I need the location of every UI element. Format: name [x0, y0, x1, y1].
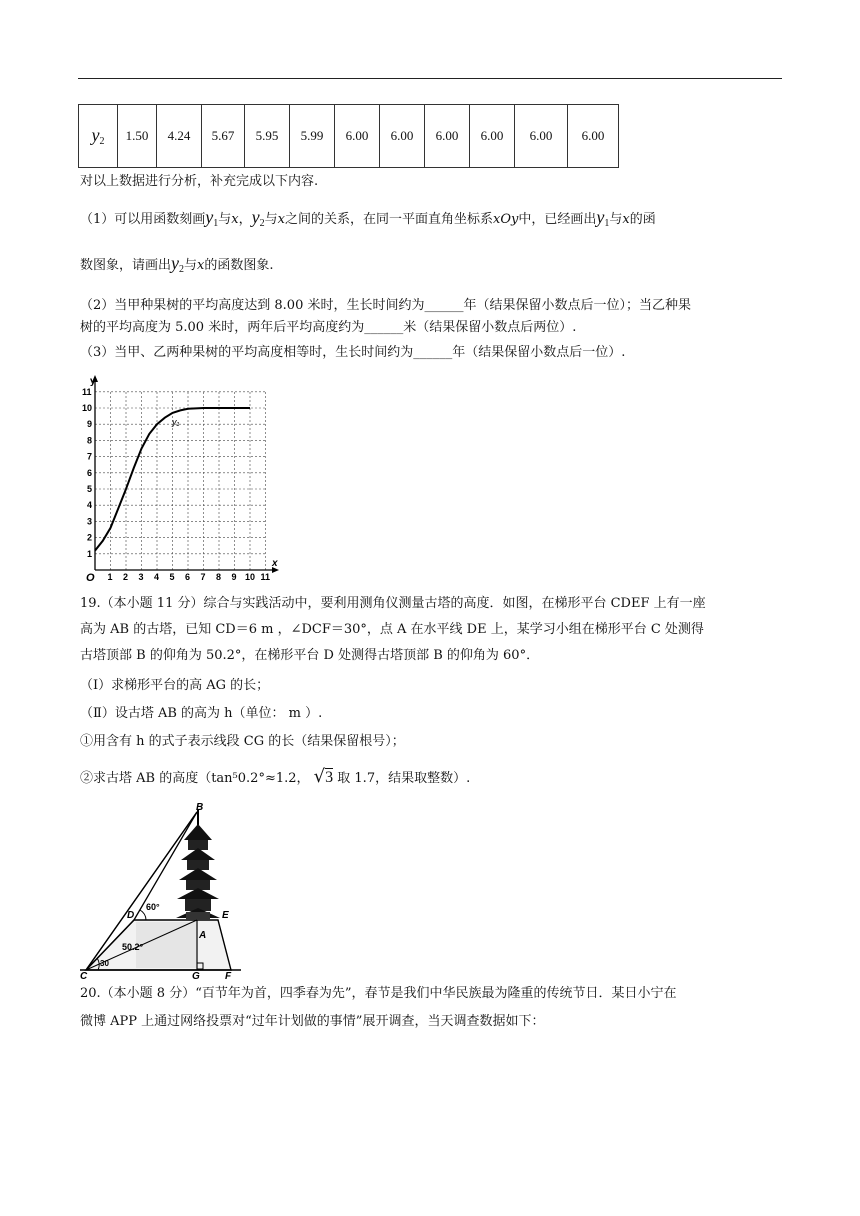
- label-D: D: [127, 910, 135, 921]
- platform-shade: [136, 922, 196, 968]
- y-tick-label: 8: [87, 435, 93, 446]
- x-tick-label: 7: [200, 572, 206, 582]
- q3-text: （3）当甲、乙两种果树的平均高度相等时，生长时间约为______年（结果保留小数点后一位）.: [80, 345, 626, 360]
- table-cell: 4.24: [157, 105, 202, 168]
- table-cell: 5.95: [245, 105, 290, 168]
- x-tick-label: 3: [138, 572, 144, 582]
- x-axis-label: x: [272, 558, 278, 569]
- y-tick-label: 5: [87, 484, 93, 494]
- q1-line1: （1）可以用函数刻画$y_1$与x，$y_2$与x之间的关系，在同一平面直角坐标系xOy中，已经画出$y_1$与x的函: [80, 207, 656, 229]
- y-tick-label: 10: [82, 403, 93, 413]
- x-tick-label: 5: [169, 572, 175, 582]
- label-B: B: [196, 802, 204, 813]
- angle-60-label: 60°: [146, 902, 160, 912]
- q20-line2: 微博 APP 上通过网络投票对“过年计划做的事情”展开调查，当天调查数据如下：: [80, 1014, 545, 1029]
- label-A: A: [199, 930, 207, 941]
- intro-text: 对以上数据进行分析，补充完成以下内容.: [80, 174, 319, 189]
- table-cell: 6.00: [425, 105, 470, 168]
- q19-part2: （Ⅱ）设古塔 AB 的高为 h（单位： m ）.: [80, 706, 323, 721]
- q2-line1: （2）当甲种果树的平均高度达到 8.00 米时，生长时间约为______年（结果保留小数点后一位）；当乙种果: [80, 298, 691, 313]
- table-cell: 6.00: [470, 105, 515, 168]
- data-table: [78, 104, 619, 168]
- curve-label: y₁: [172, 417, 180, 427]
- table-cell: 1.50: [118, 105, 157, 168]
- x-tick-label: 11: [260, 572, 271, 582]
- pagoda-figure: [76, 800, 256, 980]
- table-cell: 6.00: [515, 105, 568, 168]
- label-F: F: [225, 971, 232, 980]
- angle-50-label: 50.2°: [122, 942, 144, 952]
- q20-line1: 20.（本小题 8 分）“百节年为首，四季春为先”，春节是我们中华民族最为隆重的传统节日．某日小宁在: [80, 986, 677, 1001]
- angle-30-label: 30: [100, 959, 109, 968]
- x-tick-label: 1: [107, 572, 113, 582]
- q19-line2: 高为 AB 的古塔，已知 CD＝6 m ，∠DCF＝30°，点 A 在水平线 DE 上，某学习小组在梯形平台 C 处测得: [80, 622, 704, 637]
- x-tick-label: 8: [216, 572, 222, 582]
- y-tick-label: 2: [87, 532, 93, 543]
- table-cell: 5.99: [290, 105, 335, 168]
- q19-line1: 19.（本小题 11 分）综合与实践活动中，要利用测角仪测量古塔的高度．如图，在梯形平台 CDEF 上有一座: [80, 596, 706, 611]
- x-tick-label: 6: [185, 572, 191, 582]
- table-cell: 5.67: [202, 105, 245, 168]
- x-tick-label: 9: [231, 572, 237, 582]
- table-cell: 6.00: [568, 105, 619, 168]
- function-graph: [78, 372, 288, 584]
- table-row: [79, 105, 619, 168]
- x-tick-label: 2: [123, 572, 129, 582]
- row-label: $y_2$: [79, 105, 118, 168]
- graph-axes: [92, 375, 279, 573]
- x-tick-label: 4: [154, 572, 160, 582]
- q19-part1: （Ⅰ）求梯形平台的高 AG 的长；: [80, 678, 270, 693]
- table-cell: 6.00: [335, 105, 380, 168]
- x-tick-label: 10: [245, 572, 256, 582]
- header-rule: [78, 78, 782, 79]
- table-cell: 6.00: [380, 105, 425, 168]
- label-C: C: [80, 971, 88, 980]
- q1-line2: 数图象，请画出$y_2$与x的函数图象.: [80, 253, 274, 275]
- q19-sub2: ②求古塔 AB 的高度（tan⁵0.2°≈1.2， √3 取 1.7，结果取整数）.: [80, 766, 471, 787]
- y-tick-label: 7: [87, 451, 93, 462]
- y-axis-label: y: [90, 376, 96, 387]
- q2-line2: 树的平均高度为 5.00 米时，两年后平均高度约为______米（结果保留小数点后两位）.: [80, 320, 577, 335]
- y-tick-label: 4: [87, 500, 93, 511]
- y-tick-label: 3: [87, 516, 93, 527]
- graph-grid: [95, 392, 266, 570]
- label-G: G: [192, 971, 200, 980]
- y-tick-label: 1: [87, 548, 93, 559]
- y-tick-label: 9: [87, 419, 93, 430]
- pagoda-icon: [176, 810, 220, 920]
- y-tick-label: 6: [87, 467, 93, 478]
- label-E: E: [222, 910, 229, 921]
- y-tick-label: 11: [82, 386, 92, 397]
- q19-line3: 古塔顶部 B 的仰角为 50.2°，在梯形平台 D 处测得古塔顶部 B 的仰角为 60°．: [80, 648, 540, 663]
- origin-label: O: [86, 572, 95, 584]
- q19-sub1: ①用含有 h 的式子表示线段 CG 的长（结果保留根号）；: [80, 734, 405, 749]
